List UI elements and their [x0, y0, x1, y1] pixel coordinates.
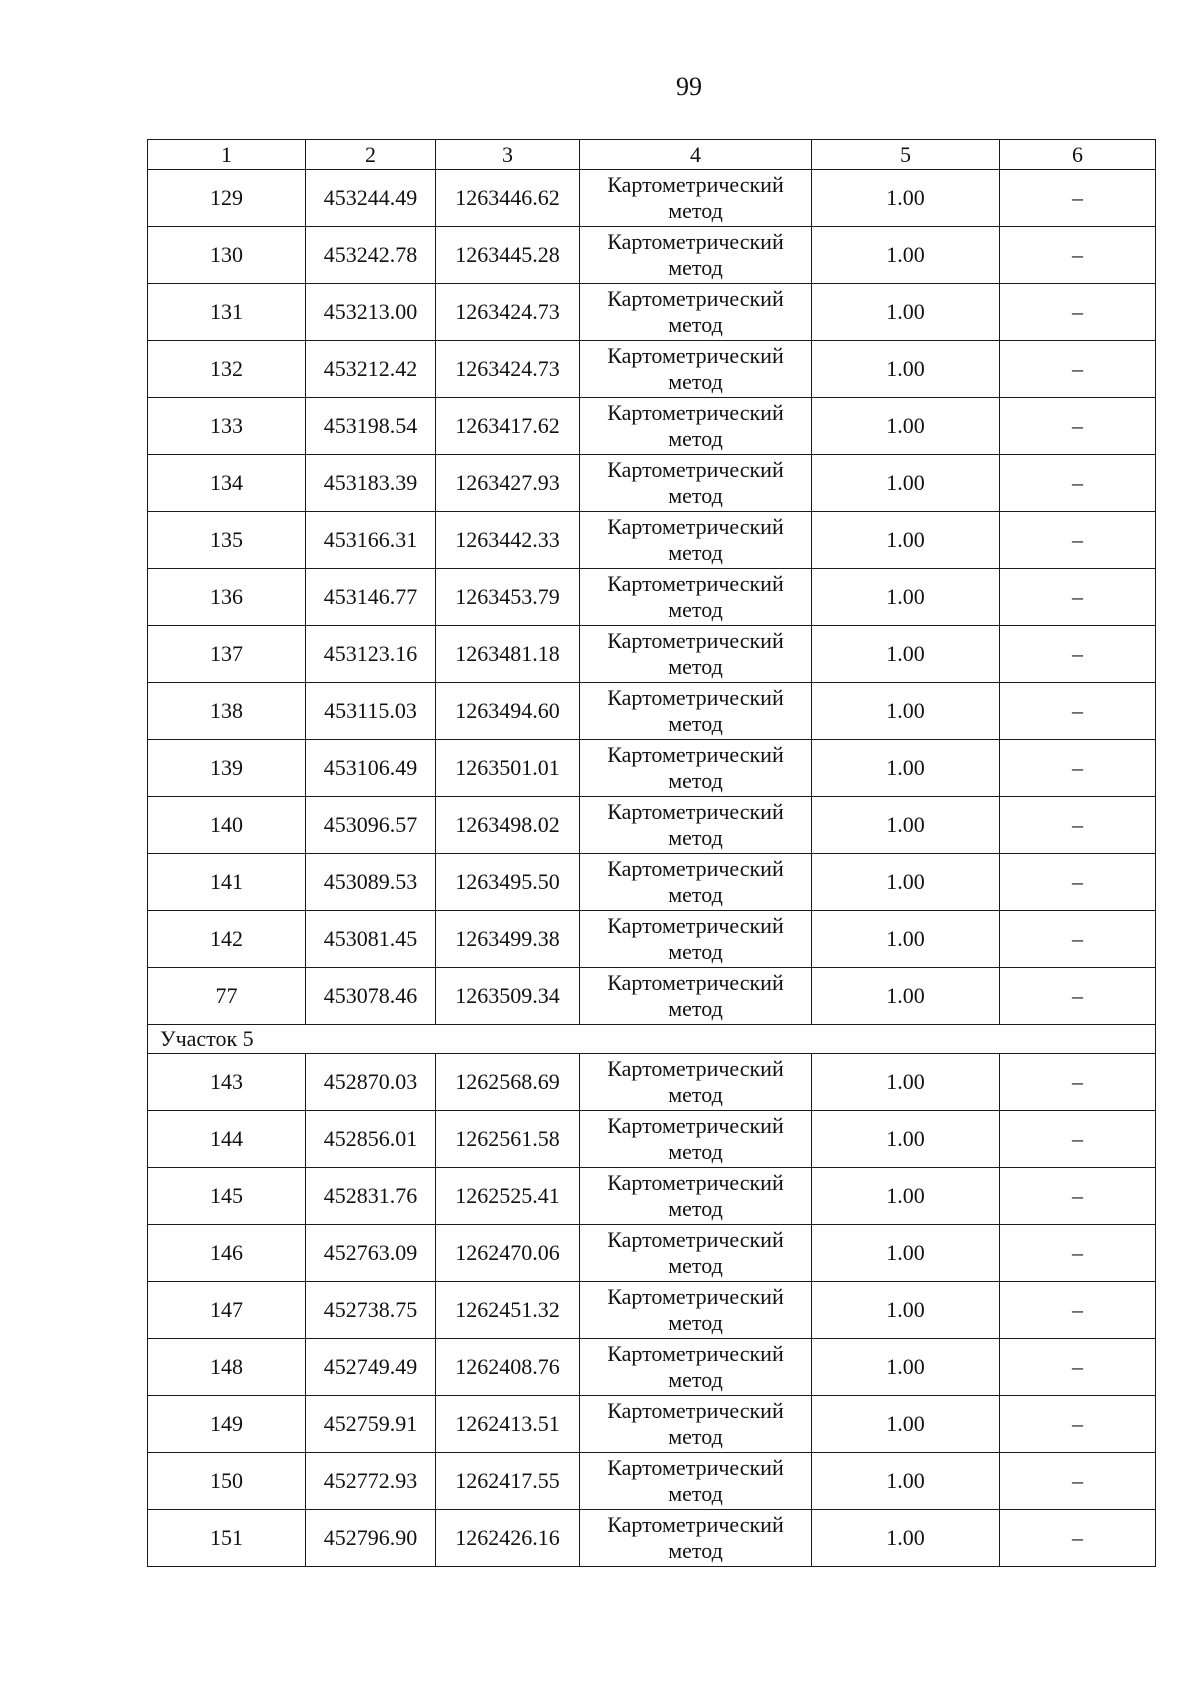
method-line-1: Картометрический [607, 514, 784, 539]
accuracy-cell: 1.00 [812, 854, 1000, 911]
x-coordinate-cell: 453183.39 [306, 455, 436, 512]
accuracy-cell: 1.00 [812, 512, 1000, 569]
method-line-2: метод [668, 768, 723, 793]
description-cell: – [1000, 512, 1156, 569]
description-cell: – [1000, 284, 1156, 341]
x-coordinate-cell: 453089.53 [306, 854, 436, 911]
accuracy-cell: 1.00 [812, 1054, 1000, 1111]
page-number: 99 [676, 72, 702, 101]
column-header: 3 [436, 140, 580, 170]
description-cell: – [1000, 1282, 1156, 1339]
y-coordinate-cell: 1263499.38 [436, 911, 580, 968]
table-row [148, 398, 1156, 455]
x-coordinate-cell: 452831.76 [306, 1168, 436, 1225]
method-line-1: Картометрический [607, 1455, 784, 1480]
method-cell [580, 1054, 812, 1111]
point-number-cell: 129 [148, 170, 306, 227]
point-number-cell: 143 [148, 1054, 306, 1111]
method-line-2: метод [668, 1139, 723, 1164]
table-row [148, 683, 1156, 740]
description-cell: – [1000, 1339, 1156, 1396]
column-header: 4 [580, 140, 812, 170]
table-row [148, 1225, 1156, 1282]
description-cell: – [1000, 1396, 1156, 1453]
method-cell [580, 968, 812, 1025]
description-cell: – [1000, 455, 1156, 512]
y-coordinate-cell: 1262426.16 [436, 1510, 580, 1567]
x-coordinate-cell: 453198.54 [306, 398, 436, 455]
x-coordinate-cell: 453096.57 [306, 797, 436, 854]
accuracy-cell: 1.00 [812, 1510, 1000, 1567]
method-line-2: метод [668, 540, 723, 565]
accuracy-cell: 1.00 [812, 683, 1000, 740]
y-coordinate-cell: 1263445.28 [436, 227, 580, 284]
method-line-1: Картометрический [607, 457, 784, 482]
description-cell: – [1000, 797, 1156, 854]
point-number-cell: 134 [148, 455, 306, 512]
method-line-2: метод [668, 255, 723, 280]
method-cell [580, 797, 812, 854]
method-line-1: Картометрический [607, 799, 784, 824]
method-cell [580, 284, 812, 341]
accuracy-cell: 1.00 [812, 1339, 1000, 1396]
x-coordinate-cell: 453244.49 [306, 170, 436, 227]
point-number-cell: 147 [148, 1282, 306, 1339]
table-row [148, 284, 1156, 341]
method-line-1: Картометрический [607, 1227, 784, 1252]
description-cell: – [1000, 1168, 1156, 1225]
y-coordinate-cell: 1263424.73 [436, 341, 580, 398]
x-coordinate-cell: 453106.49 [306, 740, 436, 797]
method-line-2: метод [668, 825, 723, 850]
table-row [148, 1339, 1156, 1396]
y-coordinate-cell: 1263481.18 [436, 626, 580, 683]
point-number-cell: 151 [148, 1510, 306, 1567]
method-line-1: Картометрический [607, 1113, 784, 1138]
method-line-2: метод [668, 312, 723, 337]
description-cell: – [1000, 1225, 1156, 1282]
column-header: 2 [306, 140, 436, 170]
x-coordinate-cell: 452796.90 [306, 1510, 436, 1567]
column-header: 6 [1000, 140, 1156, 170]
accuracy-cell: 1.00 [812, 341, 1000, 398]
y-coordinate-cell: 1263417.62 [436, 398, 580, 455]
method-line-1: Картометрический [607, 571, 784, 596]
method-line-1: Картометрический [607, 1284, 784, 1309]
point-number-cell: 133 [148, 398, 306, 455]
y-coordinate-cell: 1262561.58 [436, 1111, 580, 1168]
description-cell: – [1000, 1453, 1156, 1510]
accuracy-cell: 1.00 [812, 170, 1000, 227]
method-line-1: Картометрический [607, 286, 784, 311]
method-line-1: Картометрический [607, 172, 784, 197]
method-cell [580, 683, 812, 740]
description-cell: – [1000, 341, 1156, 398]
method-line-1: Картометрический [607, 400, 784, 425]
description-cell: – [1000, 626, 1156, 683]
y-coordinate-cell: 1263424.73 [436, 284, 580, 341]
method-line-2: метод [668, 1538, 723, 1563]
x-coordinate-cell: 452870.03 [306, 1054, 436, 1111]
accuracy-cell: 1.00 [812, 1453, 1000, 1510]
point-number-cell: 146 [148, 1225, 306, 1282]
table-row [148, 854, 1156, 911]
method-line-1: Картометрический [607, 742, 784, 767]
accuracy-cell: 1.00 [812, 455, 1000, 512]
method-line-2: метод [668, 939, 723, 964]
point-number-cell: 150 [148, 1453, 306, 1510]
point-number-cell: 148 [148, 1339, 306, 1396]
method-cell [580, 341, 812, 398]
x-coordinate-cell: 453212.42 [306, 341, 436, 398]
method-line-2: метод [668, 1367, 723, 1392]
y-coordinate-cell: 1262417.55 [436, 1453, 580, 1510]
method-cell [580, 1339, 812, 1396]
accuracy-cell: 1.00 [812, 626, 1000, 683]
method-cell [580, 740, 812, 797]
x-coordinate-cell: 452738.75 [306, 1282, 436, 1339]
point-number-cell: 140 [148, 797, 306, 854]
table-row [148, 626, 1156, 683]
description-cell: – [1000, 911, 1156, 968]
method-line-2: метод [668, 1196, 723, 1221]
method-line-2: метод [668, 882, 723, 907]
accuracy-cell: 1.00 [812, 1396, 1000, 1453]
point-number-cell: 130 [148, 227, 306, 284]
accuracy-cell: 1.00 [812, 1111, 1000, 1168]
point-number-cell: 145 [148, 1168, 306, 1225]
accuracy-cell: 1.00 [812, 740, 1000, 797]
method-line-1: Картометрический [607, 1398, 784, 1423]
y-coordinate-cell: 1263442.33 [436, 512, 580, 569]
point-number-cell: 138 [148, 683, 306, 740]
accuracy-cell: 1.00 [812, 227, 1000, 284]
y-coordinate-cell: 1262470.06 [436, 1225, 580, 1282]
x-coordinate-cell: 453123.16 [306, 626, 436, 683]
point-number-cell: 137 [148, 626, 306, 683]
method-cell [580, 398, 812, 455]
method-cell [580, 1225, 812, 1282]
method-line-1: Картометрический [607, 1341, 784, 1366]
table-row [148, 1111, 1156, 1168]
point-number-cell: 142 [148, 911, 306, 968]
x-coordinate-cell: 453115.03 [306, 683, 436, 740]
method-line-2: метод [668, 1310, 723, 1335]
method-line-2: метод [668, 426, 723, 451]
y-coordinate-cell: 1262413.51 [436, 1396, 580, 1453]
method-line-2: метод [668, 1253, 723, 1278]
column-header: 5 [812, 140, 1000, 170]
column-header: 1 [148, 140, 306, 170]
method-line-1: Картометрический [607, 229, 784, 254]
point-number-cell: 136 [148, 569, 306, 626]
point-number-cell: 141 [148, 854, 306, 911]
description-cell: – [1000, 398, 1156, 455]
section-label: Участок 5 [148, 1025, 1156, 1054]
point-number-cell: 77 [148, 968, 306, 1025]
table-row [148, 1168, 1156, 1225]
method-line-1: Картометрический [607, 685, 784, 710]
description-cell: – [1000, 1510, 1156, 1567]
y-coordinate-cell: 1263498.02 [436, 797, 580, 854]
y-coordinate-cell: 1263446.62 [436, 170, 580, 227]
point-number-cell: 139 [148, 740, 306, 797]
table-row [148, 1054, 1156, 1111]
point-number-cell: 131 [148, 284, 306, 341]
description-cell: – [1000, 227, 1156, 284]
method-line-1: Картометрический [607, 1170, 784, 1195]
x-coordinate-cell: 453166.31 [306, 512, 436, 569]
method-cell [580, 1111, 812, 1168]
method-cell [580, 1282, 812, 1339]
description-cell: – [1000, 740, 1156, 797]
table-row [148, 455, 1156, 512]
description-cell: – [1000, 683, 1156, 740]
method-line-2: метод [668, 654, 723, 679]
method-line-2: метод [668, 369, 723, 394]
table-row [148, 797, 1156, 854]
y-coordinate-cell: 1263453.79 [436, 569, 580, 626]
x-coordinate-cell: 453146.77 [306, 569, 436, 626]
method-cell [580, 1453, 812, 1510]
accuracy-cell: 1.00 [812, 1225, 1000, 1282]
method-line-2: метод [668, 483, 723, 508]
x-coordinate-cell: 452749.49 [306, 1339, 436, 1396]
table-row [148, 170, 1156, 227]
y-coordinate-cell: 1262525.41 [436, 1168, 580, 1225]
y-coordinate-cell: 1263501.01 [436, 740, 580, 797]
method-line-2: метод [668, 597, 723, 622]
method-cell [580, 170, 812, 227]
x-coordinate-cell: 453081.45 [306, 911, 436, 968]
description-cell: – [1000, 854, 1156, 911]
table-row [148, 512, 1156, 569]
description-cell: – [1000, 569, 1156, 626]
y-coordinate-cell: 1263494.60 [436, 683, 580, 740]
y-coordinate-cell: 1263509.34 [436, 968, 580, 1025]
table-row [148, 1396, 1156, 1453]
table-row [148, 569, 1156, 626]
y-coordinate-cell: 1262451.32 [436, 1282, 580, 1339]
method-cell [580, 911, 812, 968]
method-line-2: метод [668, 996, 723, 1021]
table-row [148, 341, 1156, 398]
accuracy-cell: 1.00 [812, 1168, 1000, 1225]
accuracy-cell: 1.00 [812, 911, 1000, 968]
table-row [148, 1282, 1156, 1339]
x-coordinate-cell: 453242.78 [306, 227, 436, 284]
accuracy-cell: 1.00 [812, 398, 1000, 455]
x-coordinate-cell: 453213.00 [306, 284, 436, 341]
method-line-2: метод [668, 711, 723, 736]
x-coordinate-cell: 452763.09 [306, 1225, 436, 1282]
method-line-1: Картометрический [607, 343, 784, 368]
accuracy-cell: 1.00 [812, 1282, 1000, 1339]
table-row [148, 1453, 1156, 1510]
method-cell [580, 626, 812, 683]
table-row [148, 1510, 1156, 1567]
x-coordinate-cell: 452856.01 [306, 1111, 436, 1168]
method-line-1: Картометрический [607, 628, 784, 653]
method-cell [580, 569, 812, 626]
method-line-2: метод [668, 1424, 723, 1449]
point-number-cell: 144 [148, 1111, 306, 1168]
accuracy-cell: 1.00 [812, 968, 1000, 1025]
point-number-cell: 149 [148, 1396, 306, 1453]
x-coordinate-cell: 452772.93 [306, 1453, 436, 1510]
method-cell [580, 1396, 812, 1453]
table-row [148, 911, 1156, 968]
method-cell [580, 227, 812, 284]
section-header-row [148, 1025, 1156, 1054]
y-coordinate-cell: 1262568.69 [436, 1054, 580, 1111]
table-row [148, 968, 1156, 1025]
x-coordinate-cell: 453078.46 [306, 968, 436, 1025]
description-cell: – [1000, 1111, 1156, 1168]
y-coordinate-cell: 1262408.76 [436, 1339, 580, 1396]
method-cell [580, 1510, 812, 1567]
method-cell [580, 854, 812, 911]
method-line-1: Картометрический [607, 913, 784, 938]
method-line-1: Картометрический [607, 1512, 784, 1537]
method-line-1: Картометрический [607, 1056, 784, 1081]
table-header-row [148, 140, 1156, 170]
accuracy-cell: 1.00 [812, 284, 1000, 341]
method-cell [580, 1168, 812, 1225]
method-cell [580, 512, 812, 569]
x-coordinate-cell: 452759.91 [306, 1396, 436, 1453]
point-number-cell: 135 [148, 512, 306, 569]
method-line-1: Картометрический [607, 970, 784, 995]
accuracy-cell: 1.00 [812, 569, 1000, 626]
description-cell: – [1000, 1054, 1156, 1111]
description-cell: – [1000, 170, 1156, 227]
table-row [148, 227, 1156, 284]
method-line-2: метод [668, 1082, 723, 1107]
method-cell [580, 455, 812, 512]
y-coordinate-cell: 1263427.93 [436, 455, 580, 512]
method-line-1: Картометрический [607, 856, 784, 881]
coordinates-table [147, 139, 1156, 1567]
method-line-2: метод [668, 1481, 723, 1506]
accuracy-cell: 1.00 [812, 797, 1000, 854]
point-number-cell: 132 [148, 341, 306, 398]
table-row [148, 740, 1156, 797]
y-coordinate-cell: 1263495.50 [436, 854, 580, 911]
description-cell: – [1000, 968, 1156, 1025]
method-line-2: метод [668, 198, 723, 223]
